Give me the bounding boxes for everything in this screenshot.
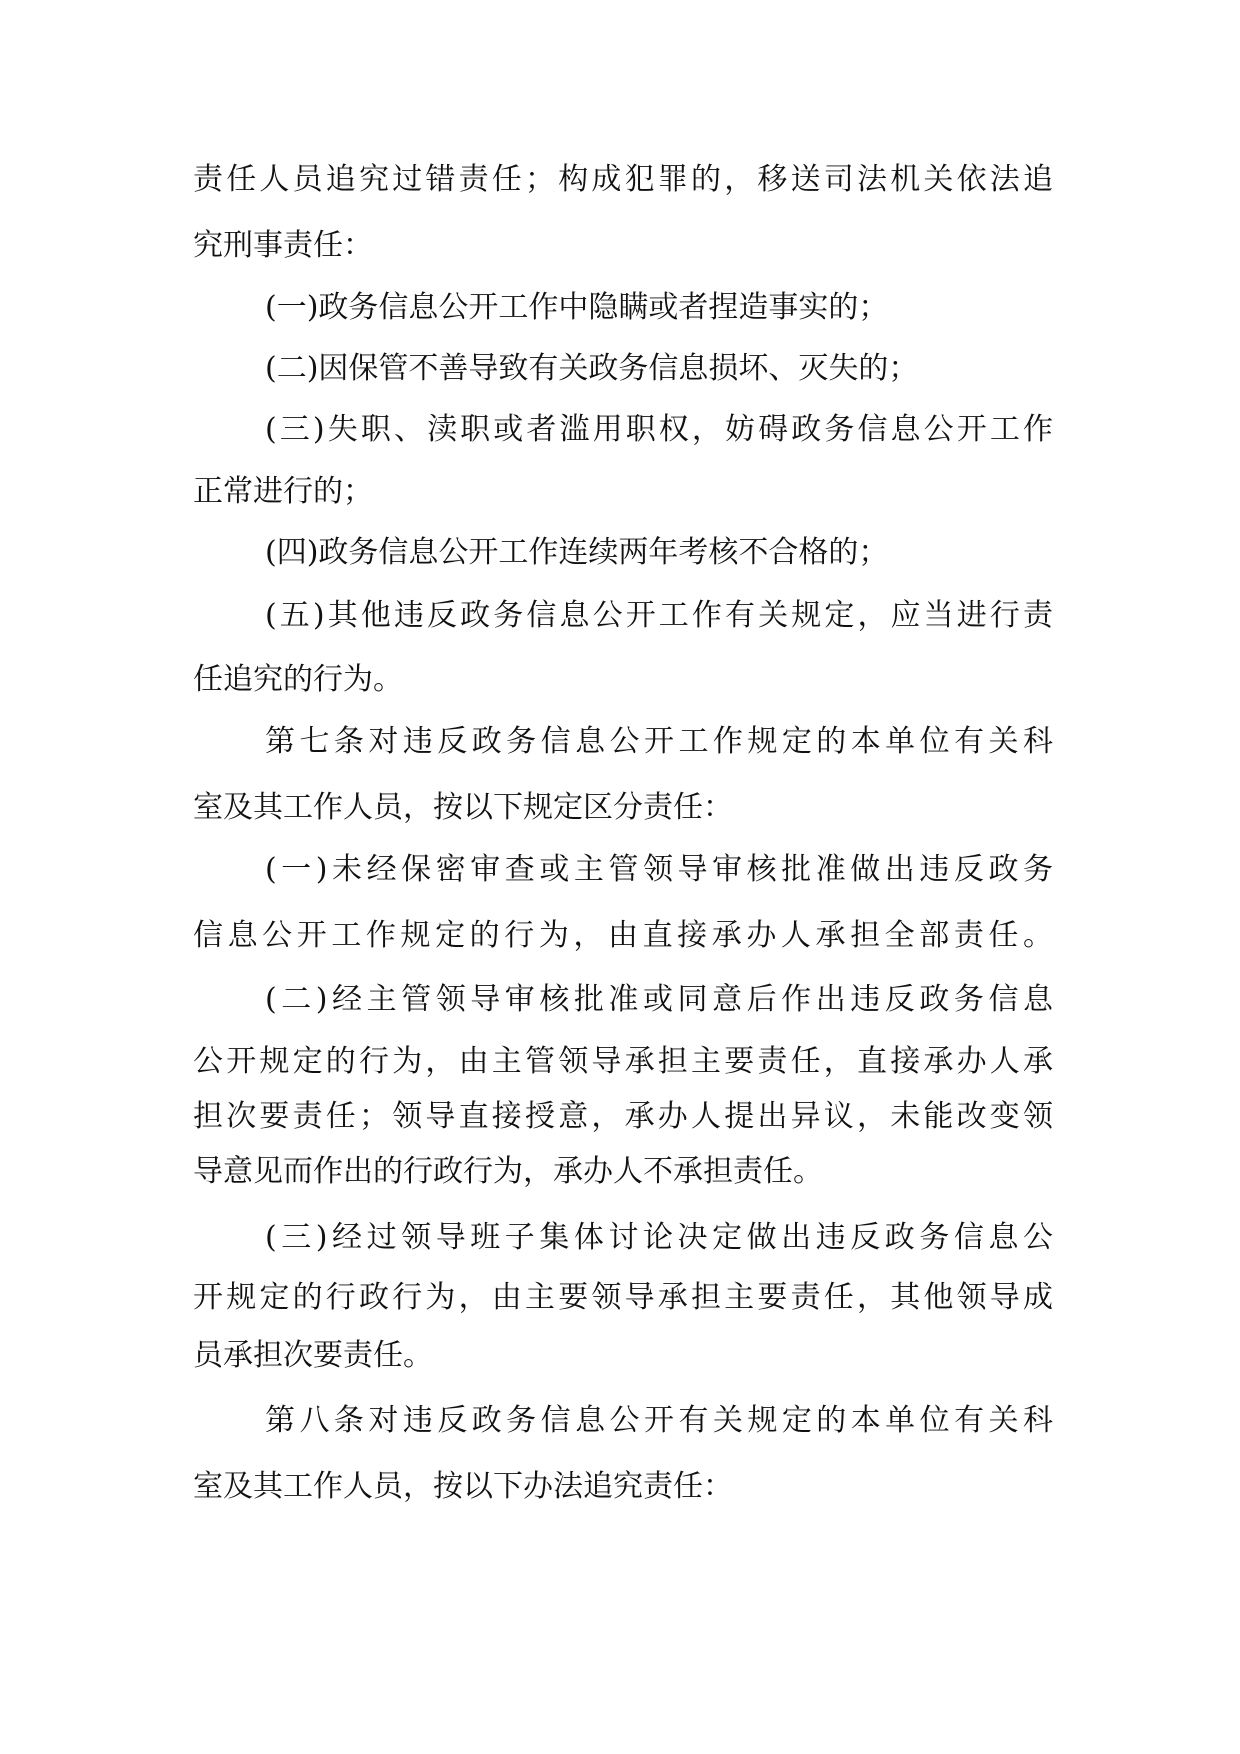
text-line: (二)经主管领导审核批准或同意后作出违反政务信息	[265, 982, 1053, 1017]
text-line: 第八条对违反政务信息公开有关规定的本单位有关科	[265, 1403, 1053, 1438]
text-line: 室及其工作人员，按以下规定区分责任：	[193, 790, 733, 825]
text-line: (一)政务信息公开工作中隐瞒或者捏造事实的；	[265, 290, 889, 325]
text-line: 究刑事责任：	[193, 228, 373, 263]
text-line: 室及其工作人员，按以下办法追究责任：	[193, 1469, 733, 1504]
text-line: (一)未经保密审查或主管领导审核批准做出违反政务	[265, 852, 1053, 887]
text-line: 开规定的行政行为，由主要领导承担主要责任，其他领导成	[193, 1280, 1053, 1315]
text-line: 员承担次要责任。	[193, 1338, 433, 1373]
text-line: 公开规定的行为，由主管领导承担主要责任，直接承办人承	[193, 1044, 1053, 1079]
text-line: 责任人员追究过错责任；构成犯罪的，移送司法机关依法追	[193, 162, 1053, 197]
text-line: 正常进行的；	[193, 474, 373, 509]
text-line: 任追究的行为。	[193, 662, 403, 697]
text-line: 信息公开工作规定的行为，由直接承办人承担全部责任。	[193, 918, 1053, 953]
text-line: (四)政务信息公开工作连续两年考核不合格的；	[265, 535, 889, 570]
text-line: (三)经过领导班子集体讨论决定做出违反政务信息公	[265, 1220, 1053, 1255]
text-line: 第七条对违反政务信息公开工作规定的本单位有关科	[265, 724, 1053, 759]
text-line: 导意见而作出的行政行为，承办人不承担责任。	[193, 1154, 823, 1189]
text-line: 担次要责任；领导直接授意，承办人提出异议，未能改变领	[193, 1099, 1053, 1134]
text-line: (二)因保管不善导致有关政务信息损坏、灭失的；	[265, 351, 919, 386]
text-line: (三)失职、渎职或者滥用职权，妨碍政务信息公开工作	[265, 412, 1053, 447]
text-line: (五)其他违反政务信息公开工作有关规定，应当进行责	[265, 598, 1053, 633]
